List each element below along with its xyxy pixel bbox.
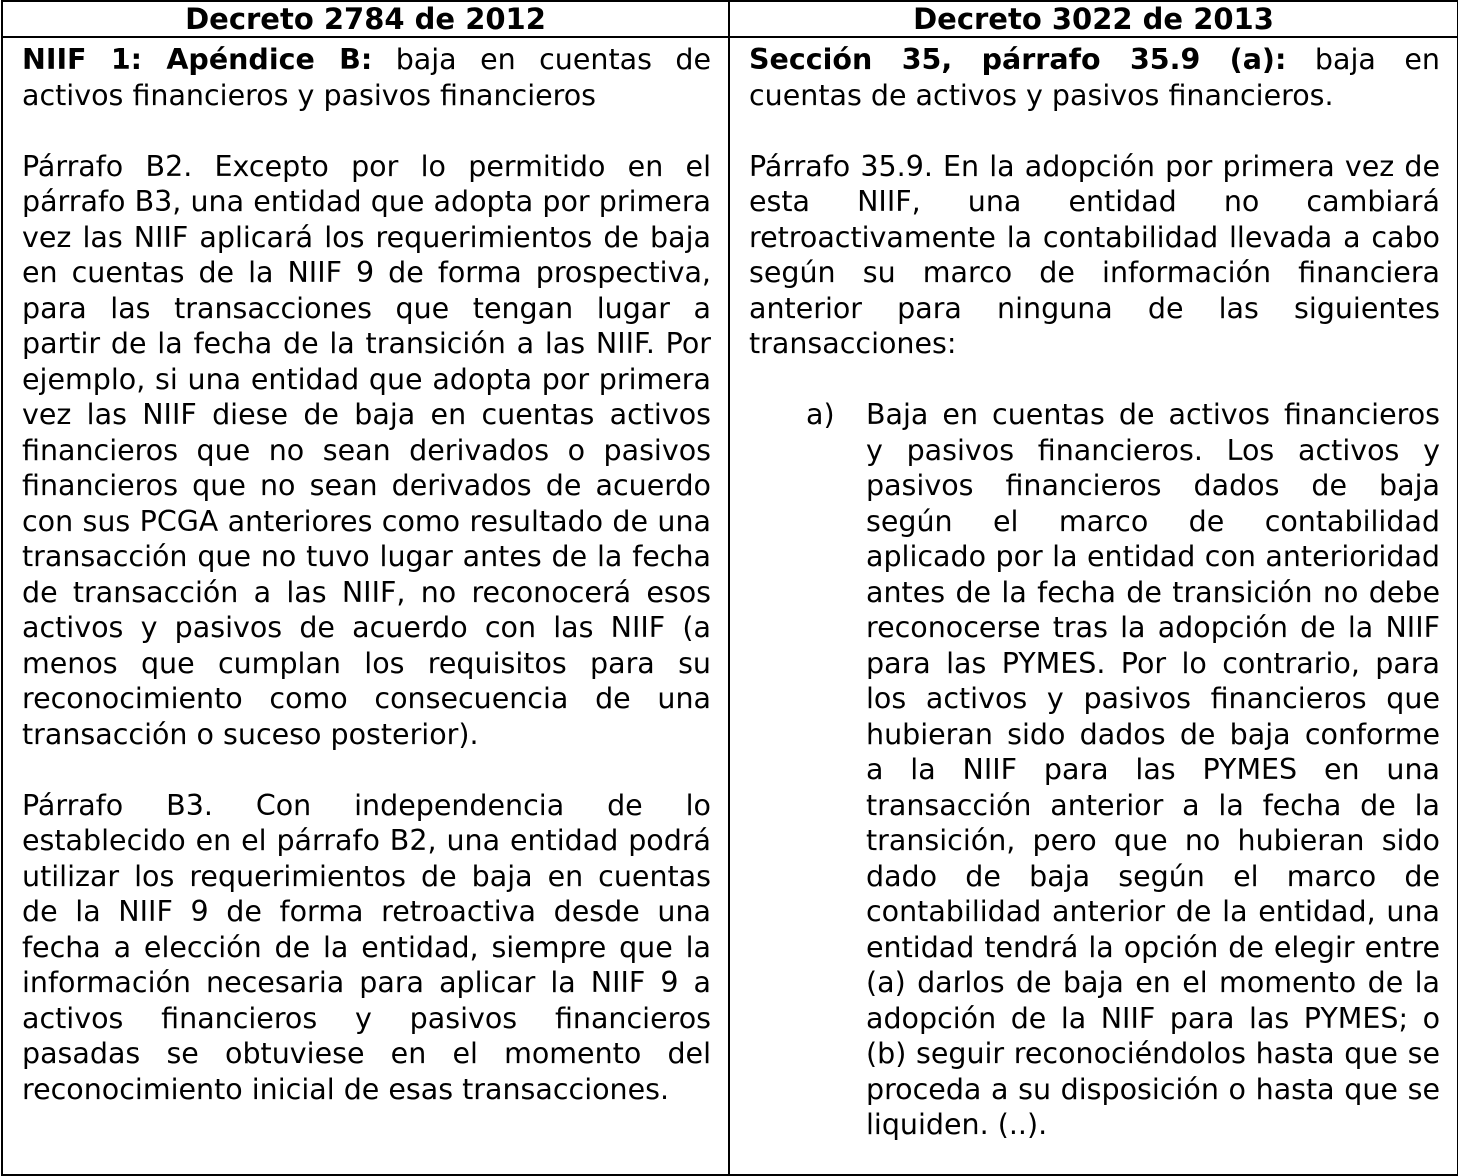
spacer (22, 113, 711, 149)
paragraph-35-9: Párrafo 35.9. En la adopción por primera vez de esta NIIF, una entidad no cambiará retroactivamente la contabilidad llevada a cabo según su marco de información financiera anterior para ninguna de las siguientes transacciones: (749, 149, 1440, 360)
spacer (749, 362, 1440, 398)
right-column-header: Decreto 3022 de 2013 (729, 1, 1458, 37)
content-row (2, 37, 1458, 1175)
spacer (22, 752, 711, 788)
paragraph-b3: Párrafo B3. Con independencia de lo establecido en el párrafo B2, una entidad podrá utilizar los requerimientos de baja en cuentas de la NIIF 9 de forma retroactiva desde una fecha a elección de la entidad, siempre que la información necesaria para aplicar la NIIF 9 a activos financieros y pasivos financieros pasadas se obtuviese en el momento del reconocimiento inicial de esas transacciones. (22, 788, 711, 1106)
header-row (2, 1, 1458, 37)
left-column-cell (2, 37, 729, 1175)
right-heading-bold: Sección 35, párrafo 35.9 (a): (749, 43, 1287, 76)
right-column-cell (729, 37, 1458, 1175)
left-heading (22, 42, 711, 113)
left-heading-rest: baja en cuentas de activos financieros y pasivos financieros (22, 43, 711, 112)
right-heading-rest: baja en cuentas de activos y pasivos financieros. (749, 43, 1440, 112)
comparison-table (1, 0, 1458, 1176)
list-item-text: Baja en cuentas de activos financieros y pasivos financieros. Los activos y pasivos financieros dados de baja según el marco de contabilidad aplicado por la entidad con anterioridad antes de la fecha de transición no debe reconocerse tras la adopción de la NIIF para las PYMES. Por lo contrario, para los activos y pasivos financieros que hubieran sido dados de baja conforme a la NIIF para las PYMES en una transacción anterior a la fecha de la transición, pero que no hubieran sido dado de baja según el marco de contabilidad anterior de la entidad, una entidad tendrá la opción de elegir entre (a) darlos de baja en el momento de la adopción de la NIIF para las PYMES; o (b) seguir reconociéndolos hasta que se proceda a su disposición o hasta que se liquiden. (..). (866, 398, 1440, 1141)
list-item-a (749, 397, 1440, 1143)
left-column-header: Decreto 2784 de 2012 (2, 1, 729, 37)
right-heading (749, 42, 1440, 113)
paragraph-b2: Párrafo B2. Excepto por lo permitido en el párrafo B3, una entidad que adopta por primera vez las NIIF aplicará los requerimientos de baja en cuentas de la NIIF 9 de forma prospectiva, para las transacciones que tengan lugar a partir de la fecha de la transición a las NIIF. Por ejemplo, si una entidad que adopta por primera vez las NIIF diese de baja en cuentas activos financieros que no sean derivados o pasivos financieros que no sean derivados de acuerdo con sus PCGA anteriores como resultado de una transacción que no tuvo lugar antes de la fecha de transacción a las NIIF, no reconocerá esos activos y pasivos de acuerdo con las NIIF (a menos que cumplan los requisitos para su reconocimiento como consecuencia de una transacción o suceso posterior). (22, 149, 711, 751)
left-heading-bold: NIIF 1: Apéndice B: (22, 43, 373, 76)
spacer (749, 113, 1440, 149)
list-marker: a) (806, 398, 835, 431)
